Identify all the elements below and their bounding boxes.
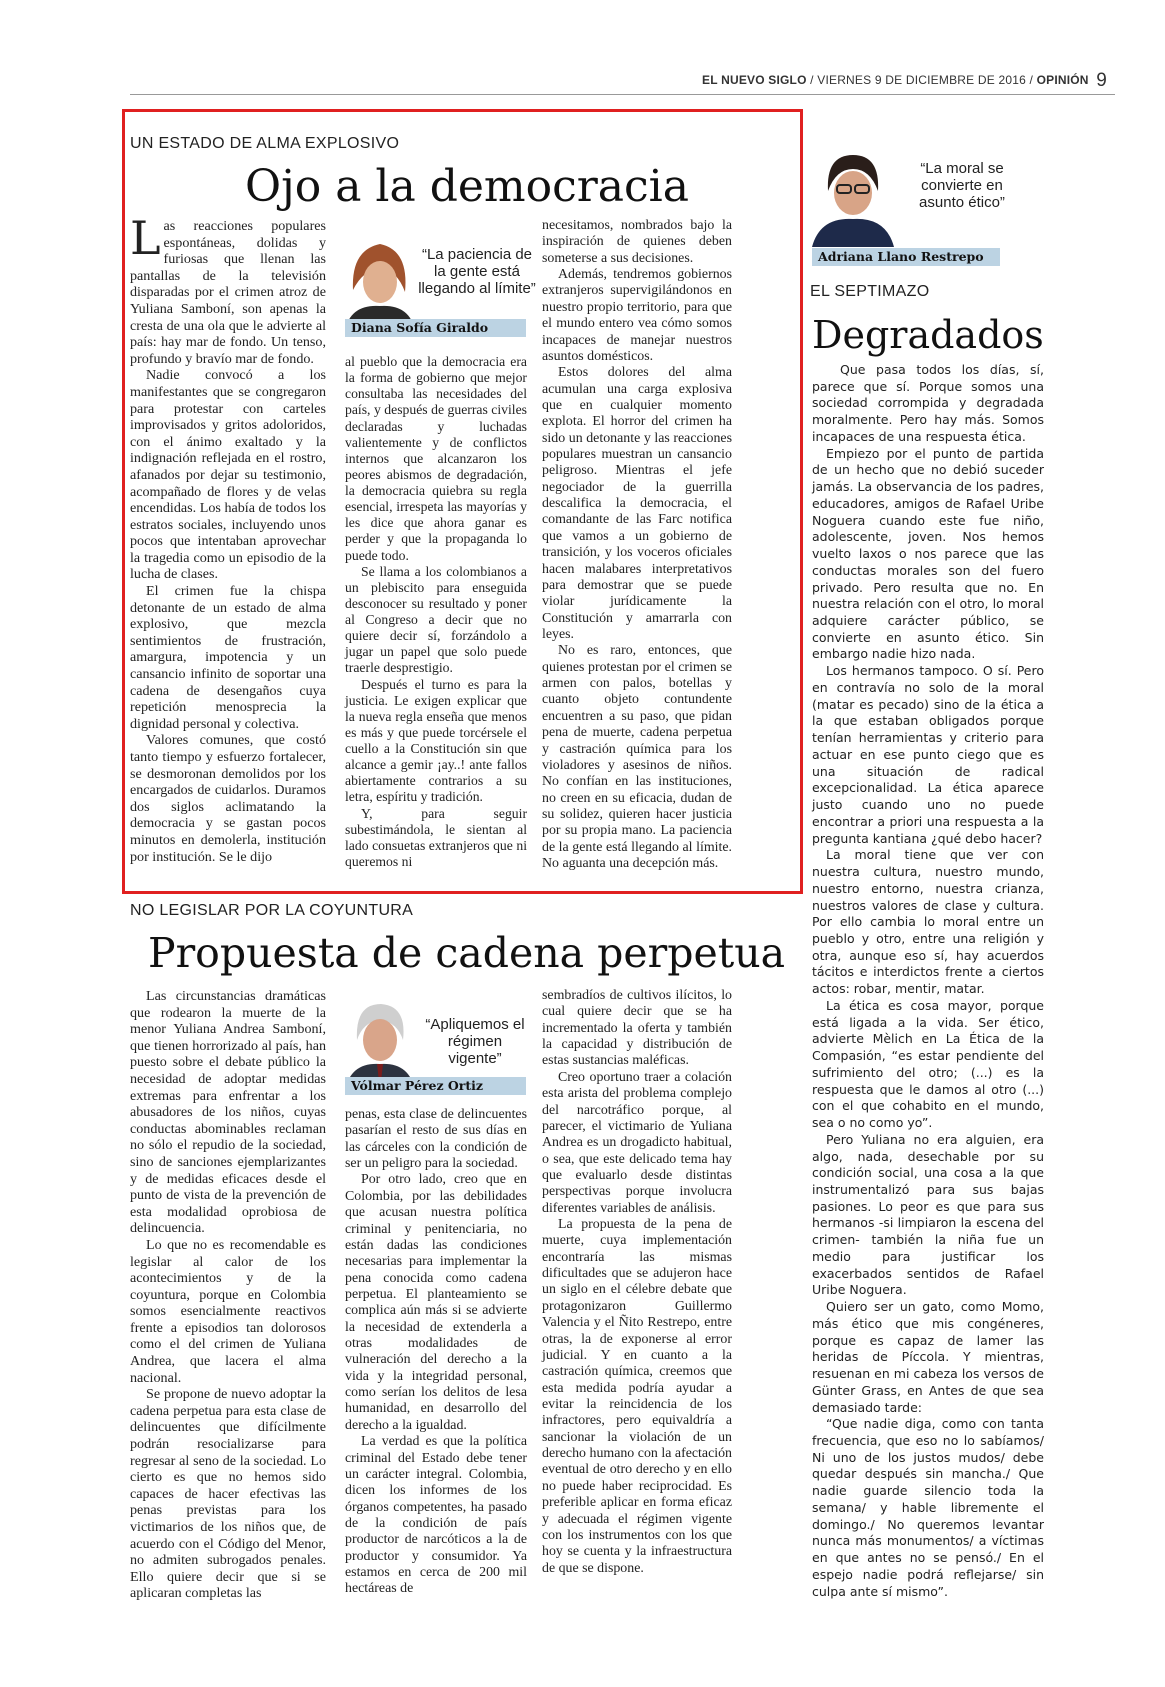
article3-author: Adriana Llano Restrepo <box>812 248 1000 266</box>
article2-kicker: NO LEGISLAR POR LA COYUNTURA <box>130 902 414 919</box>
publication-name: EL NUEVO SIGLO <box>702 73 807 87</box>
article3-paragraph: La moral tiene que ver con nuestra cultura, nuestro mundo, nuestro entorno, nuestra crianza, nuestros valores de clase y cultura. Por ello cambia lo moral entre un pueblo y otro, entre una religión y otra, aunque eso sí, hay acuerdos tácitos e interdictos frente a ciertos actos: robar, mentir, matar. <box>812 847 1044 997</box>
article1-paragraph: El crimen fue la chispa detonante de un estado de alma explosivo, que mezcla sentimientos de frustración, amargura, impotencia y un cansancio infinito de soportar una cadena de desengaños cuya repetición menosprecia la dignidad personal y colectiva. <box>130 583 326 732</box>
article3-kicker: EL SEPTIMAZO <box>810 283 930 300</box>
article3-paragraph: La ética es cosa mayor, porque está ligada a la vida. Ser ético, advierte Mèlich en La Ética de la Compasión, “es estar pendiente del sufrimiento del otro; (...) es la respuesta que le damos al otro (...) con el que cohabito en el mundo, sea o no como yo”. <box>812 997 1044 1131</box>
article2-column-3 <box>542 988 732 1577</box>
article2-paragraph: sembradíos de cultivos ilícitos, lo cual quiere decir que se ha incrementado la oferta y también la capacidad y distribución de estas sustancias maléficas. <box>542 988 732 1069</box>
article1-kicker: UN ESTADO DE ALMA EXPLOSIVO <box>130 135 400 152</box>
running-header: EL NUEVO SIGLO / VIERNES 9 DE DICIEMBRE DE 2016 / OPINIÓN 9 <box>702 70 1107 91</box>
article2-paragraph: Lo que no es recomendable es legislar al calor de los acontecimientos y de la coyuntura, porque en Colombia somos esencialmente reactivos frente a episodios tan dolorosos como el del crimen de Yuliana Andrea, que lacera el alma nacional. <box>130 1236 326 1386</box>
article1-paragraph: Las reacciones populares espontáneas, dolidas y furiosas que llenan las pantallas de la televisión disparadas por el crimen atroz de Yuliana Samboní, son apenas la cresta de una ola que le advierte al país: hay mar de fondo. Un tenso, profundo y bravío mar de fondo. <box>130 211 326 367</box>
article3-body <box>812 362 1044 1600</box>
article2-column-1 <box>130 988 326 1602</box>
author-photo-diana <box>345 230 415 330</box>
article3-title: Degradados <box>812 313 1044 357</box>
article2-author: Vólmar Pérez Ortiz <box>345 1077 526 1095</box>
article2-paragraph: Por otro lado, creo que en Colombia, por las debilidades que acusan nuestra política criminal y penitenciaria, no están dadas las condiciones necesarias para implementar la pena conocida como cadena perpetua. El planteamiento se complica aún más si se advierte la necesidad de extenderla a otras modalidades de vulneración del derecho a la vida y la integridad personal, como serían los delitos de lesa humanidad, en desarrollo del derecho a la igualdad. <box>345 1172 527 1433</box>
article1-title: Ojo a la democracia <box>245 161 689 212</box>
article1-paragraph: Nadie convocó a los manifestantes que se congregaron para protestar con carteles improvisados y gritos adoloridos, con el ánimo exaltado y la indignación reflejada en el rostro, afanados por dejar su testimonio, acompañado de flores y de velas encendidas. Los había de todos los estratos sociales, incluyendo unos pocos que intentaban aprovechar la tragedia como un episodio de la lucha de clases. <box>130 367 326 583</box>
article1-paragraph: Se llama a los colombianos a un plebiscito para enseguida desconocer su resultado y poner al Congreso a decir que no quiere decir sí, forzándolo a jugar un papel que solo puede traerle desprestigio. <box>345 563 527 676</box>
article2-paragraph: penas, esta clase de delincuentes pasarían el resto de sus días en las cárceles con la condición de ser un peligro para la sociedad. <box>345 1107 527 1172</box>
article3-paragraph: Empiezo por el punto de partida de un hecho que no debió suceder jamás. La observancia de los padres, educadores, amigos de Rafael Uribe Noguera cuando este fue niño, adolescente, joven. Nos hemos vuelto laxos o nos parece que las conductas morales son del fuero privado. Pero resulta que no. En nuestra relación con el otro, lo moral adquiere carácter público, se convierte en asunto ético. Sin embargo nadie hizo nada. <box>812 445 1044 662</box>
article1-pull-quote: “La paciencia de la gente está llegando al límite” <box>418 246 536 297</box>
article1-paragraph: Además, tendremos gobiernos extranjeros supervigilándonos en nuestro propio territorio, para que el mundo entero vea cómo somos incapaces de manejar nuestros asuntos domésticos. <box>542 267 732 364</box>
article1-paragraph: No es raro, entonces, que quienes protestan por el crimen se armen con palos, botellas y cuanto objeto contundente encuentren a su paso, que pidan pena de muerte, cadena perpetua y castración química para los violadores y asesinos de niños. No confían en las instituciones, no creen en su eficacia, dudan de su solidez, quieren hacer justicia por su propia mano. La paciencia de la gente está llegando al límite. No aguanta una decepción más. <box>542 643 732 872</box>
article2-title: Propuesta de cadena perpetua <box>148 929 786 977</box>
header-rule <box>130 94 1115 95</box>
article2-column-2 <box>345 1107 527 1598</box>
article1-paragraph: Valores comunes, que costó tanto tiempo y esfuerzo fortalecer, se desmoronan demolidos por los encargados de cuidarlos. Duramos dos siglos aclimatando la democracia y se gastan pocos minutos en demolerla, institución por institución. Se le dijo <box>130 732 326 865</box>
article1-column-3 <box>542 218 732 872</box>
section-name: OPINIÓN <box>1036 73 1089 87</box>
author-photo-adriana <box>812 143 894 247</box>
page-number: 9 <box>1096 70 1107 91</box>
article3-paragraph: “Que nadie diga, como con tanta frecuencia, que eso no lo sabíamos/ Ni uno de los justos mudos/ debe quedar después sin mancha./ Que nadie guarde silencio toda la semana/ y hable libremente el domingo./ No queremos levantar nunca más monumentos/ a víctimas en que antes no se pensó./ En el espejo nadie podrá reflejarse/ sin culpa ante sí mismo”. <box>812 1416 1044 1599</box>
article1-paragraph: Estos dolores del alma acumulan una carga explosiva que en cualquier momento explota. El horror del crimen ha sido un detonante y las reacciones populares muestran un cansancio peligroso. Mientras el jefe negociador de la guerrilla descalifica la democracia, el comandante de las Farc notifica que vamos a un gobierno de transición, y los voceros oficiales hacen malabares interpretativos para demostrar que se puede violar jurídicamente la Constitución y amarrarla con leyes. <box>542 365 732 642</box>
article3-paragraph: Los hermanos tampoco. O sí. Pero en contravía no solo de la moral (matar es pecado) sino de la ética a la que estaban obligados porque tenían herramientas y criterio para actuar en ese punto ciego que es una situación de radical excepcionalidad. La ética aparece justo cuando uno no puede encontrar a priori una respuesta a la pregunta kantiana ¿qué debo hacer? <box>812 663 1044 846</box>
article1-paragraph: Después el turno es para la justicia. Le exigen explicar que la nueva regla enseña que menos es más y que puede torcérsele el cuello a la Constitución sin que alcance a gemir ¡ay..! ante fallos abiertamente contrarios a su letra, espíritu y tradición. <box>345 676 527 805</box>
article3-pull-quote: “La moral se convierte en asunto ético” <box>919 160 1005 211</box>
author-photo-volmar <box>345 994 415 1090</box>
article1-paragraph: al pueblo que la democracia era la forma de gobierno que mejor consultaba las necesidades del país, y después de guerras civiles declaradas y luchadas valientemente y de conflictos internos que alcanzaron los peores abismos de degradación, la democracia quiebra su regla esencial, irrespeta las mayorías y les dice que ahora ganar es perder y que la propaganda lo puede todo. <box>345 354 527 563</box>
article2-paragraph: La propuesta de la pena de muerte, cuya implementación encontraría las mismas dificultades que se adujeron hace un siglo en el célebre debate que protagonizaron Guillermo Valencia y el Ñito Restrepo, entre otras, la de exponerse al error judicial. Y en cuanto a la castración química, creemos que esta medida podría ayudar a evitar la reincidencia de los infractores, pero equivaldría a sancionar la violación de un derecho humano con la afectación eventual de otro derecho y en ello no puede haber reciprocidad. Es preferible aplicar en forma eficaz y adecuada el régimen vigente con los instrumentos con los que hoy se cuenta y la infraestructura de que se dispone. <box>542 1217 732 1576</box>
article3-paragraph: Que pasa todos los días, sí, parece que sí. Porque somos una sociedad corrompida y degradada moralmente. Pero hay más. Somos incapaces de una respuesta ética. <box>812 362 1044 444</box>
drop-cap: L <box>130 211 161 265</box>
article2-paragraph: La verdad es que la política criminal del Estado debe tener un carácter integral. Colombia, dicen los informes de los órganos competentes, ha pasado de la condición de país productor de narcóticos a la de productor y consumidor. Ya estamos en cerca de 200 mil hectáreas de <box>345 1434 527 1597</box>
article2-pull-quote: “Apliquemos el régimen vigente” <box>425 1016 525 1067</box>
article1-column-2 <box>345 354 527 870</box>
article1-column-1 <box>130 211 326 865</box>
issue-date: VIERNES 9 DE DICIEMBRE DE 2016 <box>817 73 1026 87</box>
article2-paragraph: Las circunstancias dramáticas que rodearon la muerte de la menor Yuliana Andrea Samboní, que tienen horrorizado al país, han puesto sobre el debate público la necesidad de adoptar medidas extremas para enfrentar a los abusadores de los niños, cuyas conductas abominables reclaman no sólo el repudio de la sociedad, sino de sanciones ejemplarizantes y de medidas eficaces desde el punto de vista de la prevención de esta modalidad oprobiosa de delincuencia. <box>130 988 326 1237</box>
article1-author: Diana Sofía Giraldo <box>345 319 526 337</box>
article3-paragraph: Pero Yuliana no era alguien, era algo, nada, desechable por su condición social, una cosa a la que instrumentalizó para sus bajas pasiones. Lo peor es que para sus hermanos -si limpiaron la escena del crimen- también la niña fue un medio para justificar los exacerbados sentidos de Rafael Uribe Noguera. <box>812 1131 1044 1298</box>
article3-paragraph: Quiero ser un gato, como Momo, más ético que mis congéneres, porque es capaz de lamer las heridas de Píccola. Y mientras, resuenan en mi cabeza los versos de Günter Grass, en Antes de que sea demasiado tarde: <box>812 1299 1044 1415</box>
article1-paragraph: necesitamos, nombrados bajo la inspiración de quienes deben someterse a sus decisiones. <box>542 218 732 266</box>
article2-paragraph: Creo oportuno traer a colación esta arista del problema complejo del narcotráfico porque, al parecer, el victimario de Yuliana Andrea es un drogadicto habitual, o sea, que este delicado tema hay que evaluarlo desde distintas perspectivas porque involucra diferentes variables de análisis. <box>542 1069 732 1216</box>
article2-paragraph: Se propone de nuevo adoptar la cadena perpetua para esta clase de delincuentes que difícilmente podrán resocializarse para regresar al seno de la sociedad. Lo cierto es que no hemos sido capaces de hacer efectivas las penas previstas para los victimarios de los niños que, de acuerdo con el Código del Menor, no admiten subrogados penales. Ello quiere decir que si se aplicaran completas las <box>130 1386 326 1602</box>
article1-paragraph: Y, para seguir subestimándola, le sientan al lado consuetas extranjeros que ni queremos ni <box>345 805 527 869</box>
